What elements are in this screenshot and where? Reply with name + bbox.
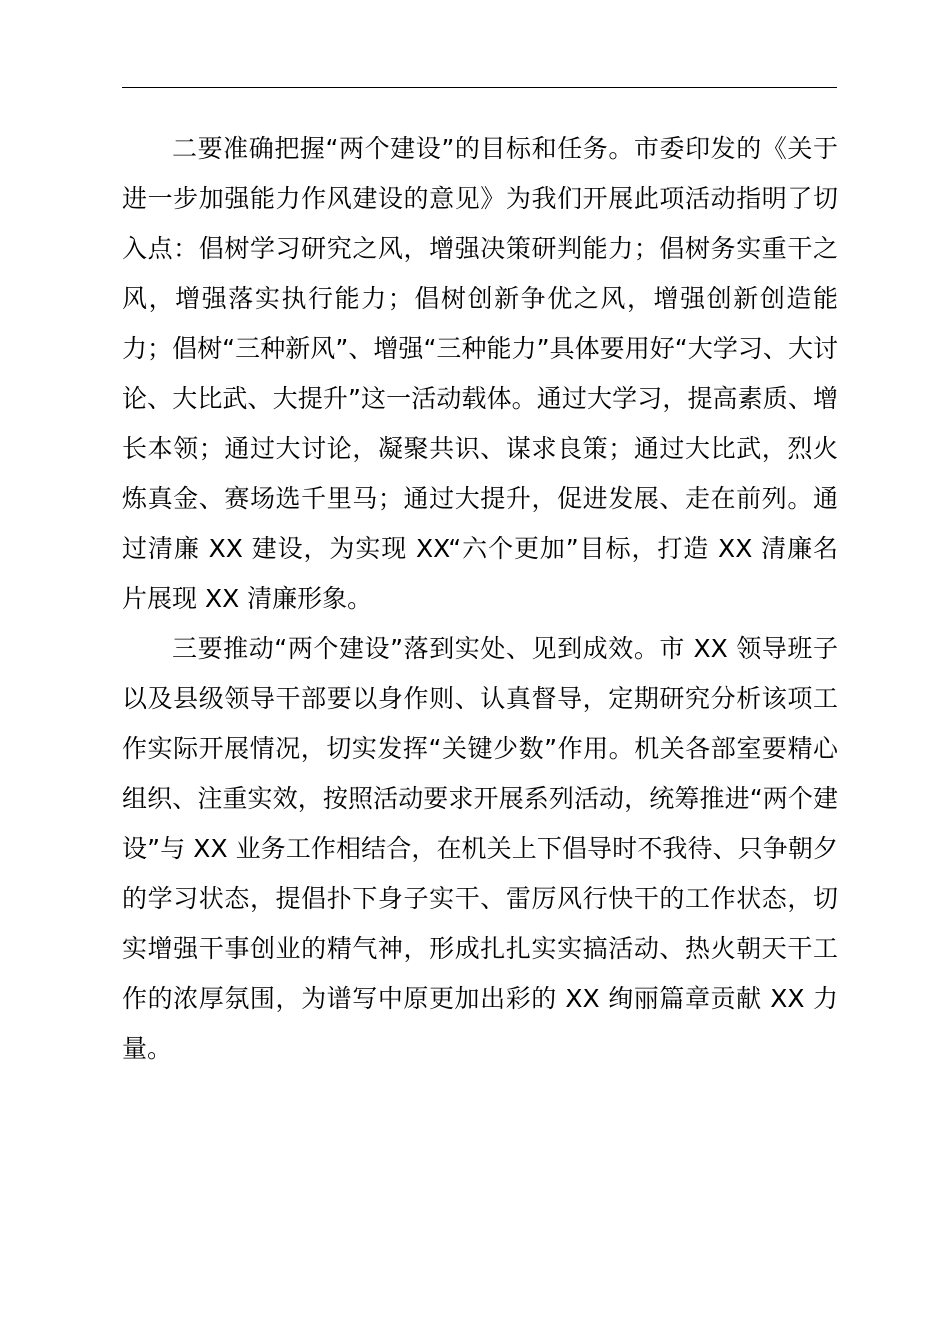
document-body <box>122 124 838 1074</box>
header-rule <box>122 87 837 88</box>
paragraph-goals-and-tasks: 二要准确把握“两个建设”的目标和任务。市委印发的《关于进一步加强能力作风建设的意见》为我们开展此项活动指明了切入点：倡树学习研究之风，增强决策研判能力；倡树务实重干之风，增强落实执行能力；倡树创新争优之风，增强创新创造能力；倡树“三种新风”、增强“三种能力”具体要用好“大学习、大讨论、大比武、大提升”这一活动载体。通过大学习，提高素质、增长本领；通过大讨论，凝聚共识、谋求良策；通过大比武，烈火炼真金、赛场选千里马；通过大提升，促进发展、走在前列。通过清廉 XX 建设，为实现 XX“六个更加”目标，打造 XX 清廉名片展现 XX 清廉形象。 <box>122 134 838 613</box>
paragraph-implementation: 三要推动“两个建设”落到实处、见到成效。市 XX 领导班子以及县级领导干部要以身作则、认真督导，定期研究分析该项工作实际开展情况，切实发挥“关键少数”作用。机关各部室要精心组织、注重实效，按照活动要求开展系列活动，统筹推进“两个建设”与 XX 业务工作相结合，在机关上下倡导时不我待、只争朝夕的学习状态，提倡扑下身子实干、雷厉风行快干的工作状态，切实增强干事创业的精气神，形成扎扎实实搞活动、热火朝天干工作的浓厚氛围，为谱写中原更加出彩的 XX 绚丽篇章贡献 XX 力量。 <box>122 634 838 1063</box>
